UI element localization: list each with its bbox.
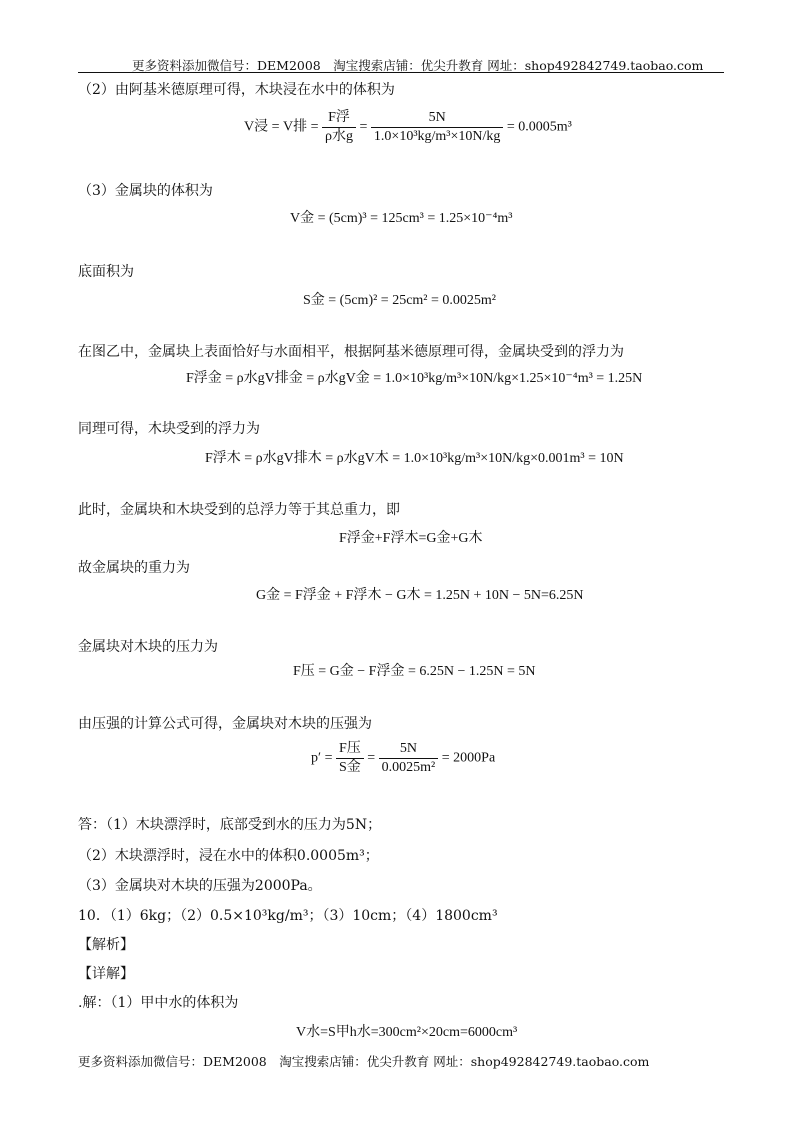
text-line: .解：（1）甲中水的体积为 [78, 995, 239, 1011]
section-heading: 【解析】 [78, 937, 134, 953]
text-line: 故金属块的重力为 [78, 560, 190, 576]
text-line: （2）由阿基米德原理可得，木块浸在水中的体积为 [78, 82, 395, 98]
numerator: 5N [379, 740, 439, 759]
equation-water-volume: V水=S甲h水=300cm²×20cm=6000cm³ [296, 1025, 518, 1040]
text-line: 底面积为 [78, 264, 134, 280]
equation-metal-volume: V金 = (5cm)³ = 125cm³ = 1.25×10⁻⁴m³ [290, 211, 513, 226]
equation-metal-weight: G金 = F浮金 + F浮木 − G木 = 1.25N + 10N − 5N=6.25N [256, 588, 584, 603]
eq-rhs: = 2000Pa [441, 750, 496, 766]
page-header: 更多资料添加微信号：DEM2008 淘宝搜索店铺：优尖升教育 网址：shop492842749.taobao.com [132, 58, 704, 73]
answer-line: （2）木块漂浮时，浸在水中的体积0.0005m³； [78, 848, 379, 864]
text-line: 由压强的计算公式可得，金属块对木块的压强为 [78, 716, 372, 732]
numerator: 5N [371, 109, 503, 128]
fraction [379, 740, 439, 777]
eq-sign: = [359, 119, 368, 135]
text-line: 同理可得，木块受到的浮力为 [78, 421, 260, 437]
equation-balance: F浮金+F浮木=G金+G木 [339, 531, 483, 546]
denominator: 0.0025m² [381, 760, 436, 775]
question-answer-line: 10．（1）6kg；（2）0.5×10³kg/m³；（3）10cm；（4）1800cm³ [78, 908, 498, 924]
equation-buoyancy-wood: F浮木 = ρ水gV排木 = ρ水gV木 = 1.0×10³kg/m³×10N/kg×0.001m³ = 10N [205, 451, 624, 466]
numerator: F压 [336, 740, 364, 759]
equation-buoyancy-metal: F浮金 = ρ水gV排金 = ρ水gV金 = 1.0×10³kg/m³×10N/kg×1.25×10⁻⁴m³ = 1.25N [186, 371, 643, 386]
section-heading: 【详解】 [78, 966, 134, 982]
text-line: 在图乙中，金属块上表面恰好与水面相平，根据阿基米德原理可得，金属块受到的浮力为 [78, 344, 624, 360]
header-divider [78, 72, 724, 73]
numerator: F浮 [322, 109, 356, 128]
eq-sign: = [367, 750, 376, 766]
denominator: S金 [338, 760, 361, 775]
equation-base-area: S金 = (5cm)² = 25cm² = 0.0025m² [303, 293, 496, 308]
eq-lhs: V浸 = V排 = [244, 119, 319, 135]
answer-line: （3）金属块对木块的压强为2000Pa。 [78, 878, 322, 894]
text-line: （3）金属块的体积为 [78, 183, 213, 199]
eq-rhs: = 0.0005m³ [506, 119, 572, 135]
fraction [336, 740, 364, 777]
text-line: 金属块对木块的压力为 [78, 639, 218, 655]
fraction [371, 109, 503, 146]
equation-pressure [311, 740, 495, 777]
equation-volume-submerged [244, 109, 572, 146]
eq-lhs: p′ = [311, 750, 333, 766]
fraction [322, 109, 356, 146]
text-line: 此时，金属块和木块受到的总浮力等于其总重力，即 [78, 502, 400, 518]
page-footer: 更多资料添加微信号：DEM2008 淘宝搜索店铺：优尖升教育 网址：shop492842749.taobao.com [78, 1054, 650, 1069]
answer-line: 答：（1）木块漂浮时，底部受到水的压力为5N； [78, 817, 382, 833]
equation-pressure-force: F压 = G金 − F浮金 = 6.25N − 1.25N = 5N [293, 664, 536, 679]
denominator: 1.0×10³kg/m³×10N/kg [373, 129, 501, 144]
denominator: ρ水g [325, 129, 354, 144]
